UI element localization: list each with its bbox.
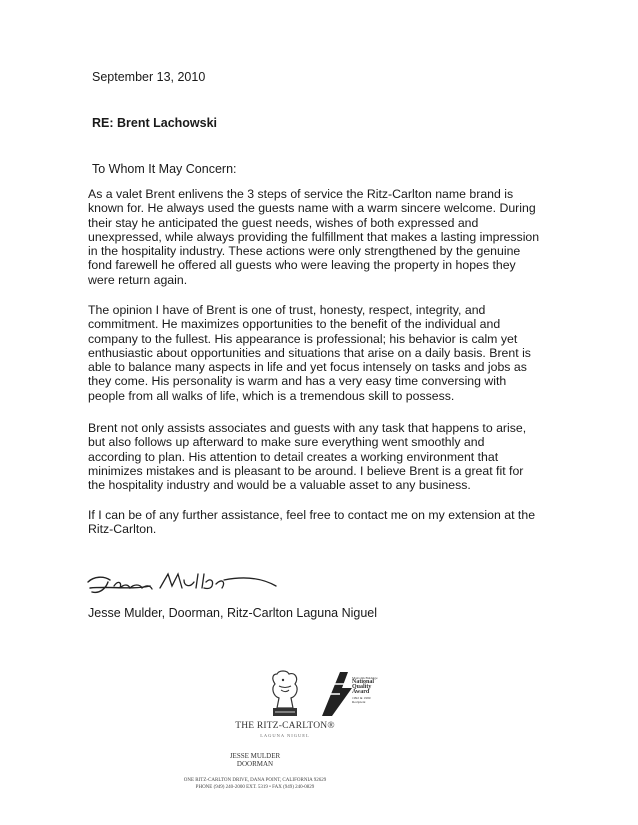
salutation: To Whom It May Concern: [92, 162, 237, 176]
body-paragraph: Brent not only assists associates and guests with any task that happens to arise, but also follows up afterward to make sure everything went smoothly and according to plan. His attention to detail creates a working environment that minimizes mistakes and is pleasant to be around. I believe Brent is a great fit for the hospitality industry and would be a valuable asset to any business. [88, 421, 527, 493]
card-name: JESSE MULDER [229, 752, 281, 760]
signature-line: Jesse Mulder, Doorman, Ritz-Carlton Laguna Niguel [88, 606, 378, 620]
brand-name: THE RITZ-CARLTON® [235, 721, 335, 731]
body-paragraph: If I can be of any further assistance, feel free to contact me on my extension at the Ritz-Carlton. [88, 508, 536, 537]
brand-location: LAGUNA NIGUEL [260, 733, 310, 738]
card-address-block [130, 778, 380, 791]
card-address: ONE RITZ-CARLTON DRIVE, DANA POINT, CALIFORNIA 92629 [183, 778, 327, 783]
subject-line: RE: Brent Lachowski [92, 116, 218, 130]
award-top: Malcolm Baldrige [352, 676, 378, 680]
card-contact [200, 752, 310, 768]
letter-date: September 13, 2010 [92, 70, 206, 84]
body-paragraph: As a valet Brent enlivens the 3 steps of service the Ritz-Carlton name brand is known for. He always used the guests name with a warm sincere welcome. During their stay he anticipated the guest needs, wishes of both expressed and unexpressed, while always providing the fulfillment that makes a lasting impression in the hospitality industry. These actions were only strengthened by the genuine fond farewell he offered all guests who were leaving the property in hopes they were return again. [88, 187, 540, 287]
card-phone: PHONE (949) 240-2000 EXT. 5319 • FAX (949) 240-0829 [195, 784, 315, 790]
handwritten-signature [80, 568, 280, 604]
lion-crest-icon [265, 668, 305, 720]
award-bottom: 1992 & 1999 Recipient [352, 695, 371, 704]
award-main: National Quality Award [352, 679, 375, 696]
card-title: DOORMAN [236, 760, 274, 768]
award-label [352, 676, 382, 704]
body-paragraph: The opinion I have of Brent is one of trust, honesty, respect, integrity, and commitment. He maximizes opportunities to the benefit of the individual and company to the fullest. His appearance is professional; his behavior is calm yet enthusiastic about opportunities and situations that arise on a daily basis. Brent is able to balance many aspects in life and yet focus intensely on tasks and jobs as they come. His personality is warm and has a very easy time conversing with people from all walks of life, which is a tremendous skill to possess. [88, 303, 531, 403]
